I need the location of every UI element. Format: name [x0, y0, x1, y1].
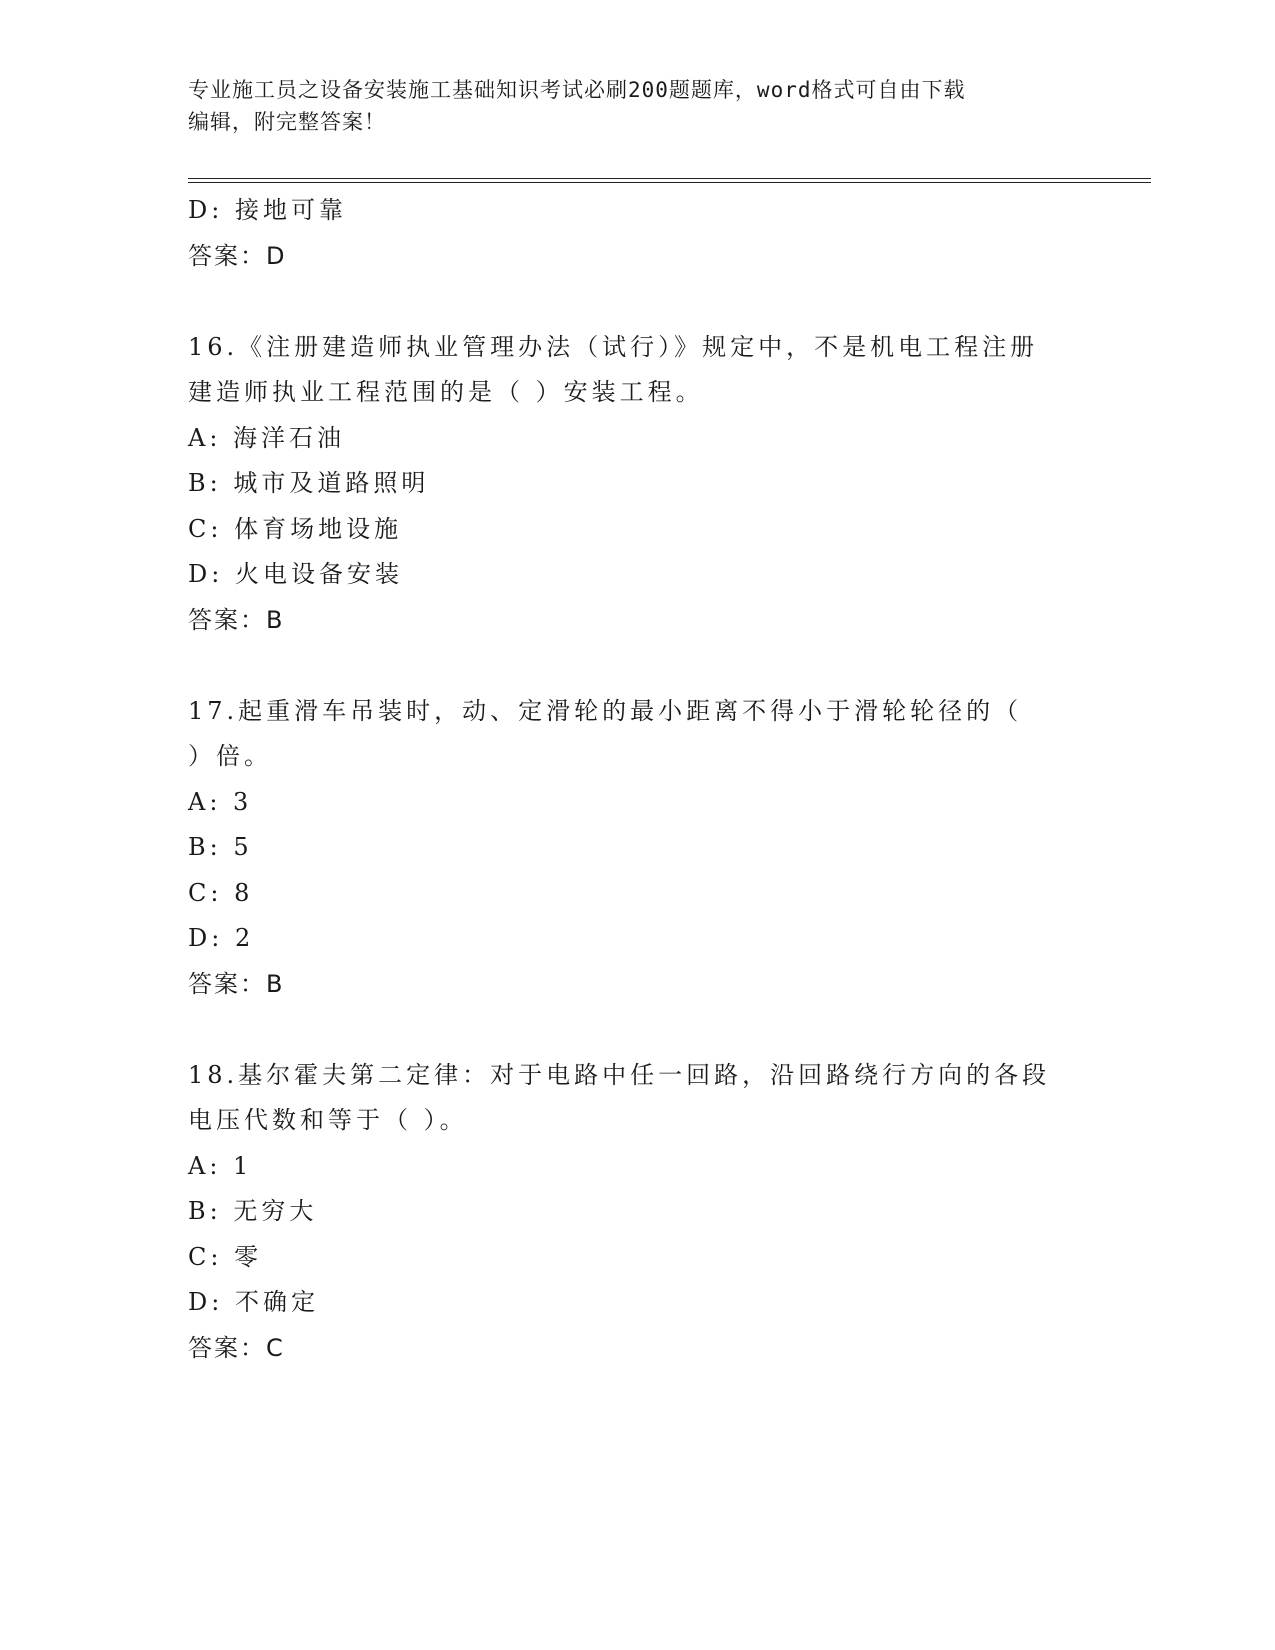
- question-text-line-2: 建造师执业工程范围的是（ ）安装工程。: [188, 378, 704, 406]
- previous-question-tail: [188, 188, 1088, 279]
- option-a: A: 1: [188, 1151, 253, 1180]
- answer-line: 答案：B: [188, 605, 285, 634]
- option-c: C: 体育场地设施: [188, 514, 403, 543]
- answer-line: 答案：B: [188, 969, 285, 998]
- option-b: B: 无穷大: [188, 1197, 318, 1225]
- answer-line: 答案：D: [188, 241, 287, 270]
- question-16: [188, 325, 1088, 644]
- question-text-line-1: 17.起重滑车吊装时，动、定滑轮的最小距离不得小于滑轮轮径的（: [188, 696, 1023, 725]
- option-d: D: 2: [188, 924, 255, 952]
- spacer: [188, 279, 1088, 325]
- option-d: D: 不确定: [188, 1288, 319, 1316]
- document-header: [188, 74, 1068, 138]
- option-b: B: 5: [188, 833, 253, 861]
- question-text-line-2: 电压代数和等于（ ）。: [188, 1106, 468, 1134]
- option-d: D: 火电设备安装: [188, 560, 403, 588]
- answer-line: 答案：C: [188, 1333, 285, 1362]
- question-text-line-2: ）倍。: [188, 742, 272, 770]
- question-list: [188, 188, 1088, 1371]
- question-text-line-1: 18.基尔霍夫第二定律：对于电路中任一回路，沿回路绕行方向的各段: [188, 1060, 1051, 1089]
- header-divider-top: [188, 178, 1151, 179]
- option-a: A: 3: [188, 787, 253, 816]
- option-c: C: 零: [188, 1242, 263, 1271]
- header-title-line-1: 专业施工员之设备安装施工基础知识考试必刷200题题库，word格式可自由下载: [188, 78, 966, 102]
- question-text-line-1: 16.《注册建造师执业管理办法（试行）》规定中，不是机电工程注册: [188, 332, 1039, 361]
- option-d: D: 接地可靠: [188, 196, 347, 224]
- spacer: [188, 1007, 1088, 1053]
- header-title-line-2: 编辑，附完整答案！: [188, 110, 386, 134]
- question-18: [188, 1053, 1088, 1372]
- option-c: C: 8: [188, 878, 254, 907]
- question-17: [188, 689, 1088, 1008]
- option-b: B: 城市及道路照明: [188, 469, 430, 497]
- option-a: A: 海洋石油: [188, 423, 346, 452]
- spacer: [188, 643, 1088, 689]
- header-divider-bottom: [188, 182, 1151, 183]
